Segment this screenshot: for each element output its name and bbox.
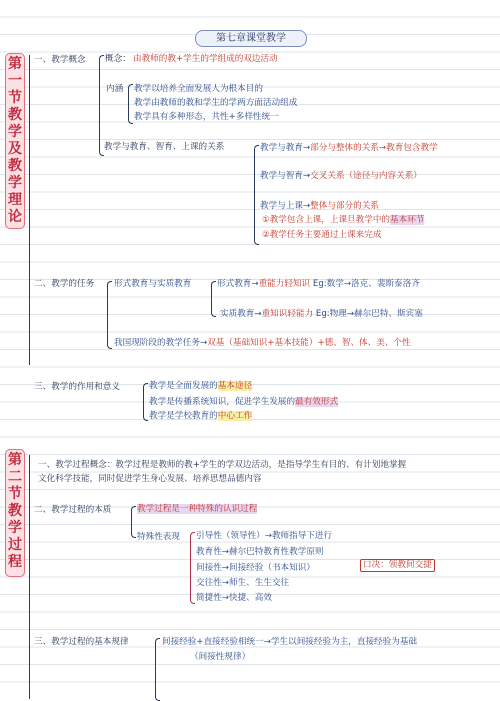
task-heading: 二、教学的任务 [34, 279, 95, 289]
section-tab-char: 节 [8, 90, 22, 106]
section-tab-char: 第 [8, 56, 22, 72]
relation-brace [254, 145, 259, 245]
mnemonic-note: 口决：领教间交捷 [360, 559, 435, 572]
process-concept-line1: 一、教学过程概念：教学过程是教师的教+学生的学双边活动，是指导学生有目的、有计划地掌握 [38, 460, 407, 470]
section-tab-char: 第 [8, 452, 22, 468]
task-label: 形式教育与实质教育 [114, 279, 192, 289]
law-heading: 三、教学过程的基本规律 [34, 637, 129, 647]
process-concept-line2: 文化科学技能，同时促进学生身心发展、培养思想品德内容 [38, 474, 262, 484]
section-tab-char: 学 [8, 124, 22, 140]
neihan-label: 内涵 [106, 84, 124, 94]
section-tab-char: 教 [8, 503, 22, 519]
task-sub-brace [211, 281, 216, 317]
page-title: 第七章课堂教学 [195, 30, 307, 47]
section-tab-char: 程 [8, 554, 22, 570]
section-tab-char: 教 [8, 107, 22, 123]
neihan-brace [128, 84, 133, 124]
special-item-5: 简捷性→快捷、高效 [196, 593, 272, 603]
section-tab-char: 节 [8, 486, 22, 502]
role-brace [143, 383, 148, 421]
relation-3: 教学与上课→整体与部分的关系 [260, 201, 379, 211]
special-item-4: 交往性→师生、生生交往 [196, 578, 290, 588]
essence-brace [131, 506, 136, 538]
role-item-1: 教学是全面发展的基本途径 [149, 381, 253, 391]
role-item-2: 教学是传播系统知识，促进学生发展的最有效形式 [149, 397, 339, 407]
task-item-2: 实质教育→重知识轻能力 Eg:物理→赫尔巴特、斯宾塞 [220, 309, 423, 319]
section1-spine [29, 55, 30, 365]
section-tab-char: 学 [8, 175, 22, 191]
relation-3b: ②教学任务主要通过上课来完成 [262, 230, 382, 240]
section-tab-char: 教 [8, 158, 22, 174]
essence-heading: 二、教学过程的本质 [34, 505, 112, 515]
section-tab-char: 学 [8, 520, 22, 536]
section-tab-char: 论 [8, 209, 22, 225]
concept-brace [99, 55, 104, 156]
task-brace [107, 281, 112, 349]
section-tab-char: 及 [8, 141, 22, 157]
task-item-1: 形式教育→重能力轻知识 Eg:数学→洛克、裴斯泰洛齐 [217, 279, 420, 289]
special-item-3: 间接性→间接经验（书本知识） [196, 563, 315, 573]
section-tab-2 [5, 449, 25, 577]
concept-text: 由教师的教+学生的学组成的双边活动 [133, 54, 278, 64]
essence-text: 教学过程是一种特殊的认识过程 [137, 504, 258, 514]
neihan-item-1: 教学以培养全面发展人为根本目的 [134, 84, 263, 94]
law-item-1: 间接经验+直接经验相统一→学生以间接经验为主，直接经验为基础 [162, 637, 418, 647]
neihan-item-3: 教学具有多种形态，共性+多样性统一 [134, 112, 279, 122]
concept-label: 概念： [105, 54, 131, 64]
section-tab-char: 一 [8, 73, 22, 89]
law-brace [155, 638, 160, 701]
relation-label: 教学与教育、智育、上课的关系 [104, 142, 225, 152]
role-heading: 三、教学的作用和意义 [34, 382, 120, 392]
relation-2: 教学与智育→交叉关系（途径与内容关系） [260, 171, 422, 181]
section-tab-1 [5, 53, 25, 229]
section-tab-char: 过 [8, 537, 22, 553]
section-tab-char: 二 [8, 469, 22, 485]
special-item-2: 教育性→赫尔巴特教育性教学原则 [196, 547, 324, 557]
special-label: 特殊性表现 [137, 532, 180, 542]
section2-spine [29, 455, 30, 699]
concept-heading: 一、教学概念 [34, 55, 86, 65]
relation-3a: ①教学包含上课，上课旦教学中的基本环节 [262, 215, 425, 225]
special-item-1: 引导性（领导性）→教师指导下进行 [196, 531, 333, 541]
relation-1: 教学与教育→部分与整体的关系→教育包含教学 [260, 143, 438, 153]
role-item-3: 教学是学校教育的中心工作 [149, 411, 253, 421]
law-item-1b: （间接性规律） [190, 652, 251, 662]
section-tab-char: 理 [8, 192, 22, 208]
task-item-3: 我国现阶段的教学任务→双基（基础知识+基本技能）+德、智、体、美、个性 [114, 338, 411, 348]
special-brace [190, 532, 195, 604]
neihan-item-2: 教学由教师的教和学生的学两方面活动组成 [134, 98, 298, 108]
